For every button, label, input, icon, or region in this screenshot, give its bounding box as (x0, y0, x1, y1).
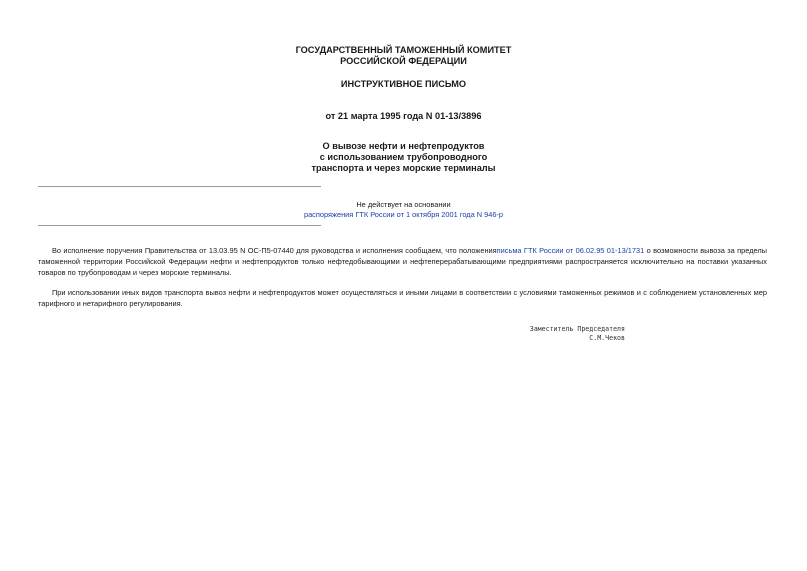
title-line2: с использованием трубопроводного (319, 152, 488, 162)
issuing-organization (0, 45, 807, 67)
title-line3: транспорта и через морские терминалы (311, 163, 496, 173)
org-name-line2: РОССИЙСКОЙ ФЕДЕРАЦИИ (340, 56, 467, 66)
status-link[interactable]: распоряжения ГТК России от 1 октября 2001 года N 946-р (303, 210, 504, 219)
document-type: ИНСТРУКТИВНОЕ ПИСЬМО (340, 79, 467, 89)
para1-text-before: Во исполнение поручения Правительства от 13.03.95 N ОС-П5-07440 для руководства и исполнения сообщаем, что положения (52, 246, 497, 255)
body-paragraph-2: При использовании иных видов транспорта вывоз нефти и нефтепродуктов может осуществляться и иными лицами в соответствии с условиями таможенных режимов и с соблюдением установленных мер тарифного и нетарифного регулирования. (38, 288, 767, 308)
para1-text-after: о возможности вывоза за пределы таможенной территории Российской Федерации нефти и нефтепродуктов только нефтедобывающими и нефтеперерабатывающими предприятиями распространяется исключительно на поставки указанных товаров по трубопроводам и через морские терминалы. (38, 246, 767, 277)
signatory-name: С.М.Чеков (589, 334, 625, 342)
divider-top (38, 186, 321, 187)
status-note: Не действует на основании (356, 200, 451, 209)
document-title (0, 141, 807, 174)
signatory-position: Заместитель Председателя (529, 325, 625, 333)
body-paragraph-1 (38, 246, 767, 278)
document-date-number: от 21 марта 1995 года N 01-13/3896 (325, 111, 482, 121)
letter-reference-link[interactable]: письма ГТК России от 06.02.95 01-13/1731 (496, 246, 645, 255)
title-line1: О вывозе нефти и нефтепродуктов (322, 141, 485, 151)
divider-bottom (38, 225, 321, 226)
org-name-line1: ГОСУДАРСТВЕННЫЙ ТАМОЖЕННЫЙ КОМИТЕТ (295, 45, 512, 55)
